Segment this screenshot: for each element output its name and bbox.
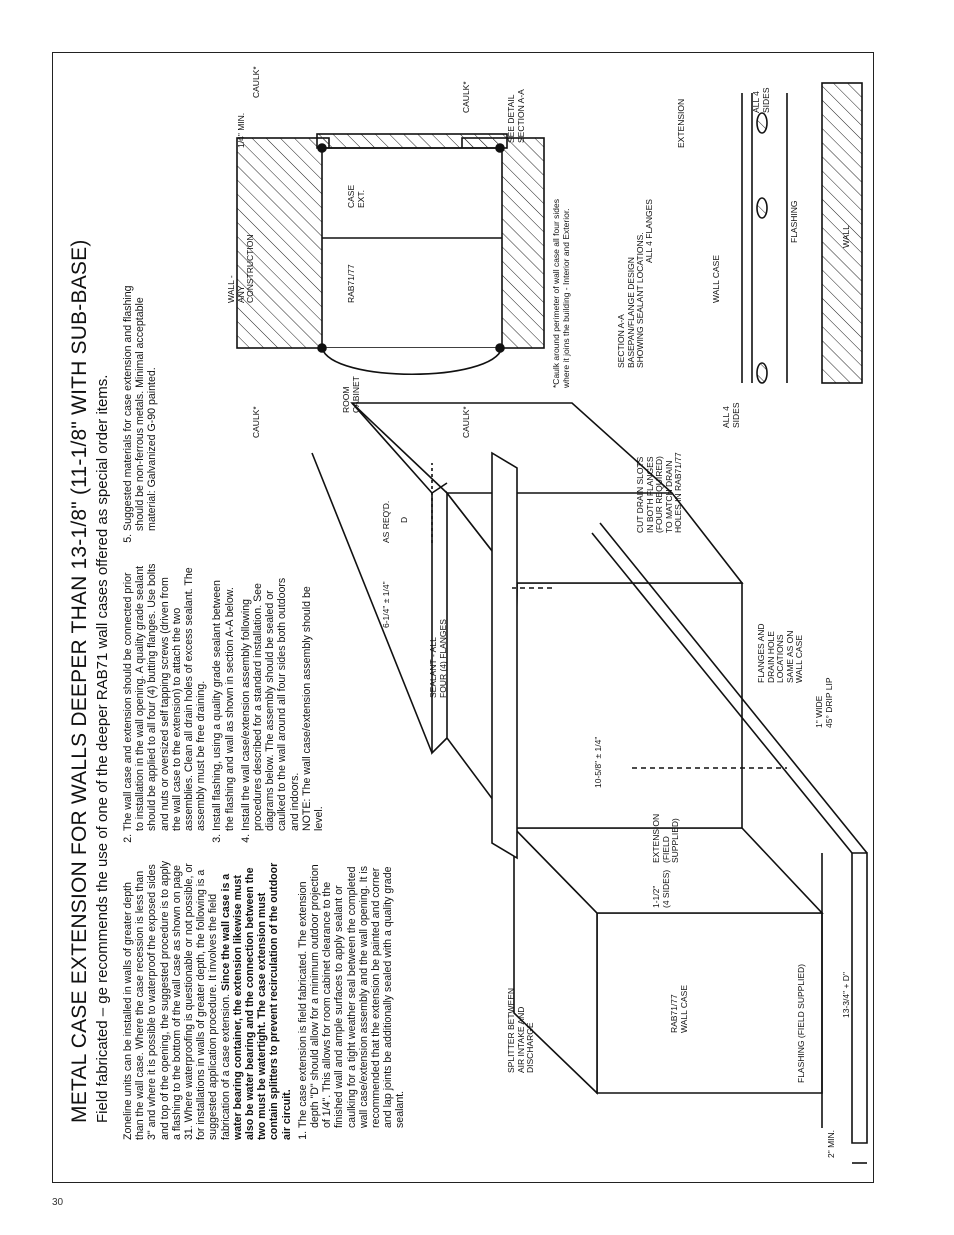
label-sec-extension: EXTENSION bbox=[676, 98, 686, 148]
label-caulk-2: CAULK* bbox=[461, 406, 471, 438]
label-flashing: FLASHING bbox=[789, 200, 799, 243]
label-all4-sides-1: ALL 4 SIDES bbox=[721, 402, 741, 428]
label-as-req: AS REQ'D. bbox=[381, 500, 391, 543]
label-all4-sides-2: ALL 4 SIDES bbox=[751, 87, 771, 113]
label-wall: WALL bbox=[841, 225, 851, 248]
label-case-ext: CASE EXT. bbox=[346, 184, 366, 208]
label-quarter-min: 1/4" MIN. bbox=[236, 112, 246, 148]
label-caulk-3: CAULK* bbox=[251, 66, 261, 98]
intro-bold-text: Since the wall case is a water bearing container, the extension likewise must also be water bearing and the connection between the two must be watertight. The case extension must contain splitters to prevent recirculation of the outdoor air circuit. bbox=[219, 862, 293, 1140]
label-see-detail: SEE DETAIL SECTION A-A bbox=[506, 89, 526, 143]
rotated-content bbox=[52, 52, 874, 1183]
label-extension: EXTENSION (FIELD SUPPLIED) bbox=[651, 813, 680, 863]
label-1-1-2: 1-1/2" (4 SIDES) bbox=[651, 869, 671, 908]
step-4: 4. Install the wall case/extension assembly following procedures described for a standard installation. See diagrams below. The assembly should be sealed or caulked to the wall around all four sides both outdoors and indoors. NOTE: The wall case/extension assembly should be level. bbox=[240, 563, 325, 831]
step-2: 2. The wall case and extension should be connected prior to installation in the wall opening. A quality grade sealant should be applied to all four (4) butting flanges. Use bolts and nuts or oversized self tapping screws (driven from the wall case to the extension) to attach the two assemblies. Clean all drain holes of excess sealant. The assembly must be free draining. bbox=[122, 563, 207, 831]
label-wall-case: WALL CASE bbox=[711, 254, 721, 303]
step-5: 5. Suggested materials for case extension and flashing should be non-ferrous metals. Minimal acceptable material: Galvanized G-90 painted. bbox=[122, 263, 159, 531]
label-d: D bbox=[399, 516, 409, 523]
label-dim-64: 6-1/4" ± 1/4" bbox=[381, 581, 391, 628]
page-title: METAL CASE EXTENSION FOR WALLS DEEPER THAN 13-1/8" (11-1/8" WITH SUB-BASE) bbox=[68, 239, 91, 1123]
intro-text: Zoneline units can be installed in walls of greater depth than the wall case. Where the case recession is less than 3" and where it is possible to waterproof the exposed sides and top of the opening, the suggested procedure is to apply a flashing to the bottom of the wall case as shown on page 31. Where waterproofing is questionable or not possible, or for installations in walls of greater depth, the following is a suggested application procedure. It involves the field fabrication of a case extension. bbox=[122, 860, 232, 1140]
label-caulk-4: CAULK* bbox=[461, 81, 471, 113]
label-flashing-field: FLASHING (FIELD SUPPLIED) bbox=[796, 963, 806, 1083]
label-section-aa: SECTION A-A BASEPAN/FLANGE DESIGN SHOWING SEALANT LOCATIONS. bbox=[616, 232, 645, 368]
label-cut-drain: CUT DRAIN SLOTS IN BOTH FLANGES (FOUR REQUIRED) TO MATCH DRAIN HOLES IN RAB71/77 bbox=[635, 452, 683, 533]
cross-section bbox=[237, 134, 544, 374]
label-wall-any: WALL - ANY CONSTRUCTION bbox=[226, 234, 255, 303]
label-flanges-drain: FLANGES AND DRAIN HOLE LOCATIONS SAME AS ON WALL CASE bbox=[756, 623, 804, 683]
label-sealant: SEALANT - ALL FOUR (4) FLANGES bbox=[428, 619, 448, 698]
label-rab-case: RAB71/77 WALL CASE bbox=[669, 984, 689, 1033]
label-2-min: 2" MIN. bbox=[826, 1129, 836, 1158]
step-1: 1. The case extension is field fabricated. The extension depth "D" should allow for a minimum outdoor projection of 1/4". This allows for room cabinet clearance to the finished wall and ample surfaces to apply sealant or caulking for a tight weather seal between the completed wall case/extension assembly and the wall opening. It is recommended that the extension be painted and corner and lap joints be additionally sealed with a quality grade sealant. bbox=[297, 860, 407, 1128]
label-dim-13: 13-3/4" + D" bbox=[841, 972, 851, 1018]
isometric-assembly bbox=[312, 403, 867, 1163]
page-number: 30 bbox=[52, 1197, 64, 1208]
page-subtitle: Field fabricated – ge recommends the use of one of the deeper RAB71 wall cases offered as special order items. bbox=[94, 374, 111, 1123]
diagrams bbox=[52, 52, 874, 1183]
caulk-note: *Caulk around perimeter of wall case all four sides where it joins the building - Interior and Exterior. bbox=[551, 199, 571, 388]
label-room-cabinet: ROOM CABINET bbox=[341, 376, 361, 413]
label-dim-10: 10-5/8" ± 1/4" bbox=[593, 736, 603, 788]
label-caulk-1: CAULK* bbox=[251, 406, 261, 438]
label-all4-flanges: ALL 4 FLANGES bbox=[644, 199, 654, 263]
label-splitter: SPLITTER BETWEEN AIR INTAKE AND DISCHARGE bbox=[506, 987, 535, 1073]
step-3: 3. Install flashing, using a quality grade sealant between the flashing and wall as shown in section A-A below. bbox=[211, 563, 235, 831]
label-rab-small: RAB71/77 bbox=[346, 264, 356, 303]
label-drip-lip: 1" WIDE 45° DRIP LIP bbox=[814, 677, 834, 728]
